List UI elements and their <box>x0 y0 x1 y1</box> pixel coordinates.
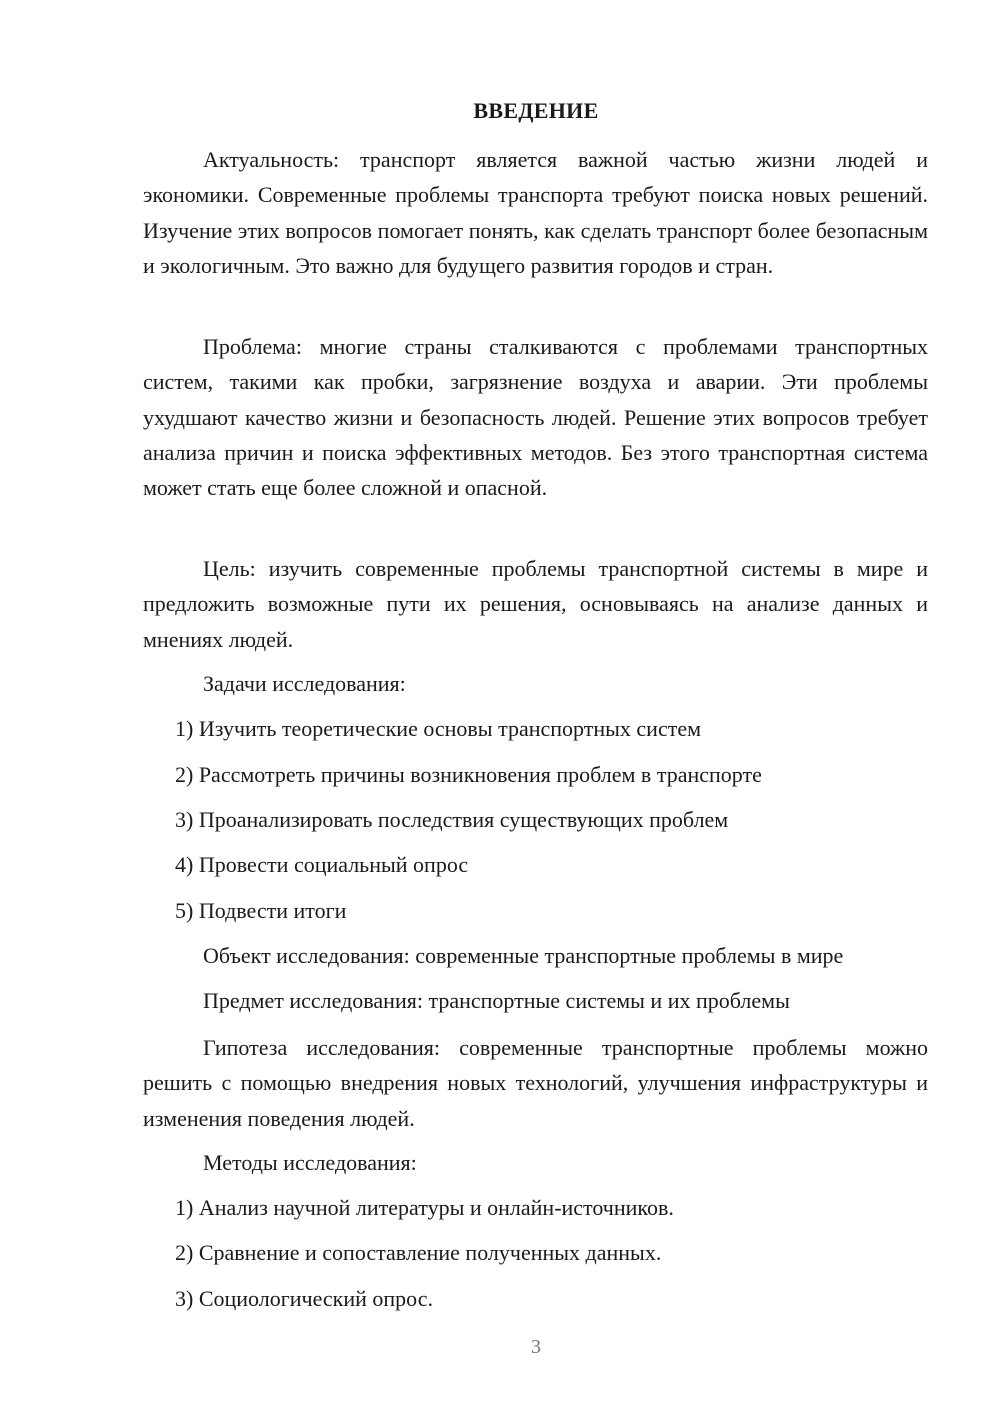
method-item-3: 3) Социологический опрос. <box>175 1286 433 1311</box>
tasks-heading: Задачи исследования: <box>203 671 406 696</box>
research-subject: Предмет исследования: транспортные системы и их проблемы <box>203 988 790 1013</box>
task-item-4: 4) Провести социальный опрос <box>175 852 469 877</box>
task-item-1: 1) Изучить теоретические основы транспортных систем <box>175 716 702 741</box>
task-item-5: 5) Подвести итоги <box>175 898 347 923</box>
page-number: 3 <box>531 1336 541 1358</box>
paragraph-problem: Проблема: многие страны сталкиваются с проблемами транспортных систем, такими как пробки, загрязнение воздуха и аварии. Эти проблемы ухудшают качество жизни и безопасность людей. Решение этих вопросов требует анализа причин и поиска эффективных методов. Без этого транспортная система может стать еще более сложной и опасной. <box>143 334 928 501</box>
task-item-2: 2) Рассмотреть причины возникновения проблем в транспорте <box>175 762 762 787</box>
paragraph-hypothesis: Гипотеза исследования: современные транспортные проблемы можно решить с помощью внедрения новых технологий, улучшения инфраструктуры и изменения поведения людей. <box>143 1035 928 1131</box>
methods-heading: Методы исследования: <box>203 1150 417 1175</box>
method-item-2: 2) Сравнение и сопоставление полученных данных. <box>175 1240 662 1265</box>
task-item-3: 3) Проанализировать последствия существующих проблем <box>175 807 729 832</box>
paragraph-goal: Цель: изучить современные проблемы транспортной системы в мире и предложить возможные пути их решения, основываясь на анализе данных и мнениях людей. <box>143 556 928 652</box>
method-item-1: 1) Анализ научной литературы и онлайн-источников. <box>175 1195 674 1220</box>
section-title: ВВЕДЕНИЕ <box>473 98 599 123</box>
research-object: Объект исследования: современные транспортные проблемы в мире <box>203 943 844 968</box>
paragraph-relevance: Актуальность: транспорт является важной частью жизни людей и экономики. Современные проблемы транспорта требуют поиска новых решений. Изучение этих вопросов помогает понять, как сделать транспорт более безопасным и экологичным. Это важно для будущего развития городов и стран. <box>143 147 928 278</box>
